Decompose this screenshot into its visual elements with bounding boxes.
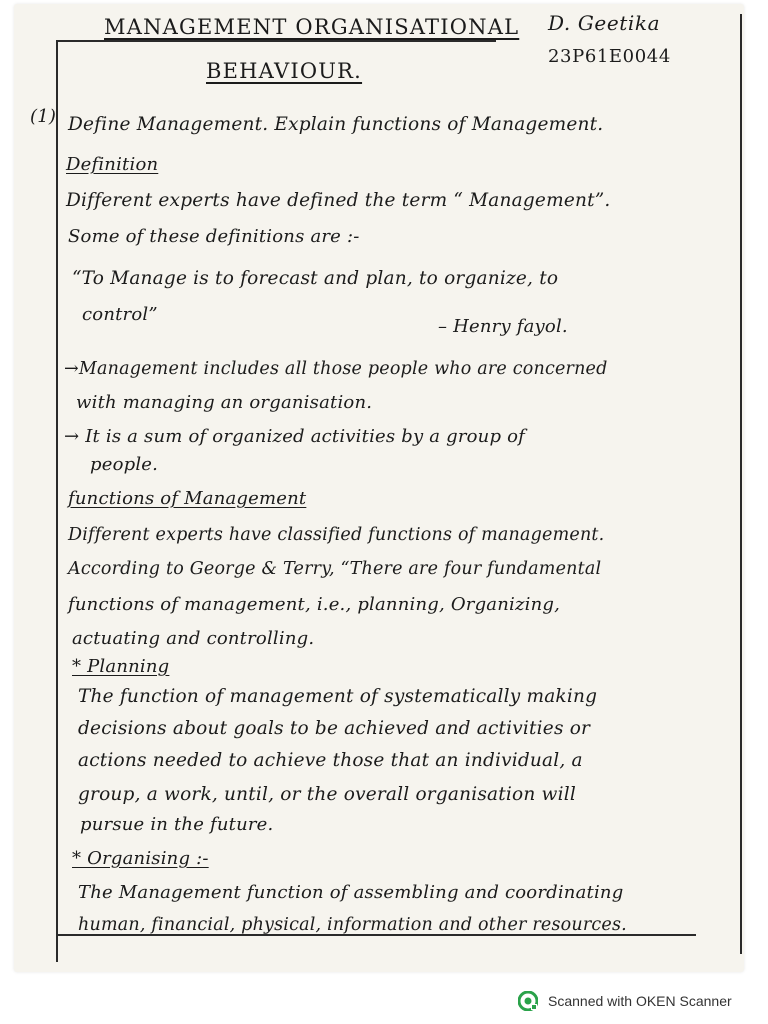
planning-line1: The function of management of systematically making <box>78 686 598 707</box>
definition-quote-author: – Henry fayol. <box>438 316 568 337</box>
roll-number: 23P61E0044 <box>548 46 671 67</box>
functions-line2: According to George & Terry, “There are four fundamental <box>68 559 602 579</box>
organising-line1: The Management function of assembling and coordinating <box>78 882 624 903</box>
definition-point2-line1: → It is a sum of organized activities by a group of <box>64 426 525 447</box>
page-title-line2: BEHAVIOUR. <box>206 59 363 83</box>
functions-line4: actuating and controlling. <box>72 628 315 649</box>
planning-heading: * Planning <box>72 656 170 677</box>
scanner-footer <box>518 990 732 1012</box>
question-number: (1) <box>30 106 57 127</box>
planning-line2: decisions about goals to be achieved and activities or <box>78 718 591 739</box>
planning-line4: group, a work, until, or the overall organisation will <box>78 784 576 805</box>
scanner-text: Scanned with OKEN Scanner <box>548 993 732 1009</box>
left-margin-line <box>56 40 58 962</box>
author-name: D. Geetika <box>548 11 661 35</box>
definition-point1-line2: with managing an organisation. <box>76 392 373 413</box>
definition-intro-line1: Different experts have defined the term “ Management”. <box>66 190 611 211</box>
question-text: Define Management. Explain functions of Management. <box>68 114 604 135</box>
top-margin-line <box>56 40 496 42</box>
definition-quote-line1: “To Manage is to forecast and plan, to organize, to <box>72 268 559 289</box>
definition-quote-line2: control” <box>82 304 158 325</box>
page-title-line1: MANAGEMENT ORGANISATIONAL <box>104 15 520 39</box>
planning-line5: pursue in the future. <box>80 814 274 835</box>
right-margin-line <box>740 14 742 954</box>
definition-point2-line2: people. <box>90 454 159 475</box>
organising-heading: * Organising :- <box>72 848 209 869</box>
definition-intro-line2: Some of these definitions are :- <box>68 226 360 247</box>
functions-heading: functions of Management <box>68 488 307 509</box>
oken-scanner-logo-icon <box>518 991 538 1011</box>
definition-heading: Definition <box>66 154 159 175</box>
organising-line2: human, financial, physical, information and other resources. <box>78 915 627 935</box>
planning-line3: actions needed to achieve those that an individual, a <box>78 750 583 771</box>
functions-line1: Different experts have classified functions of management. <box>68 525 605 545</box>
functions-line3: functions of management, i.e., planning, Organizing, <box>68 594 561 615</box>
definition-point1-line1: →Management includes all those people who are concerned <box>64 359 608 379</box>
